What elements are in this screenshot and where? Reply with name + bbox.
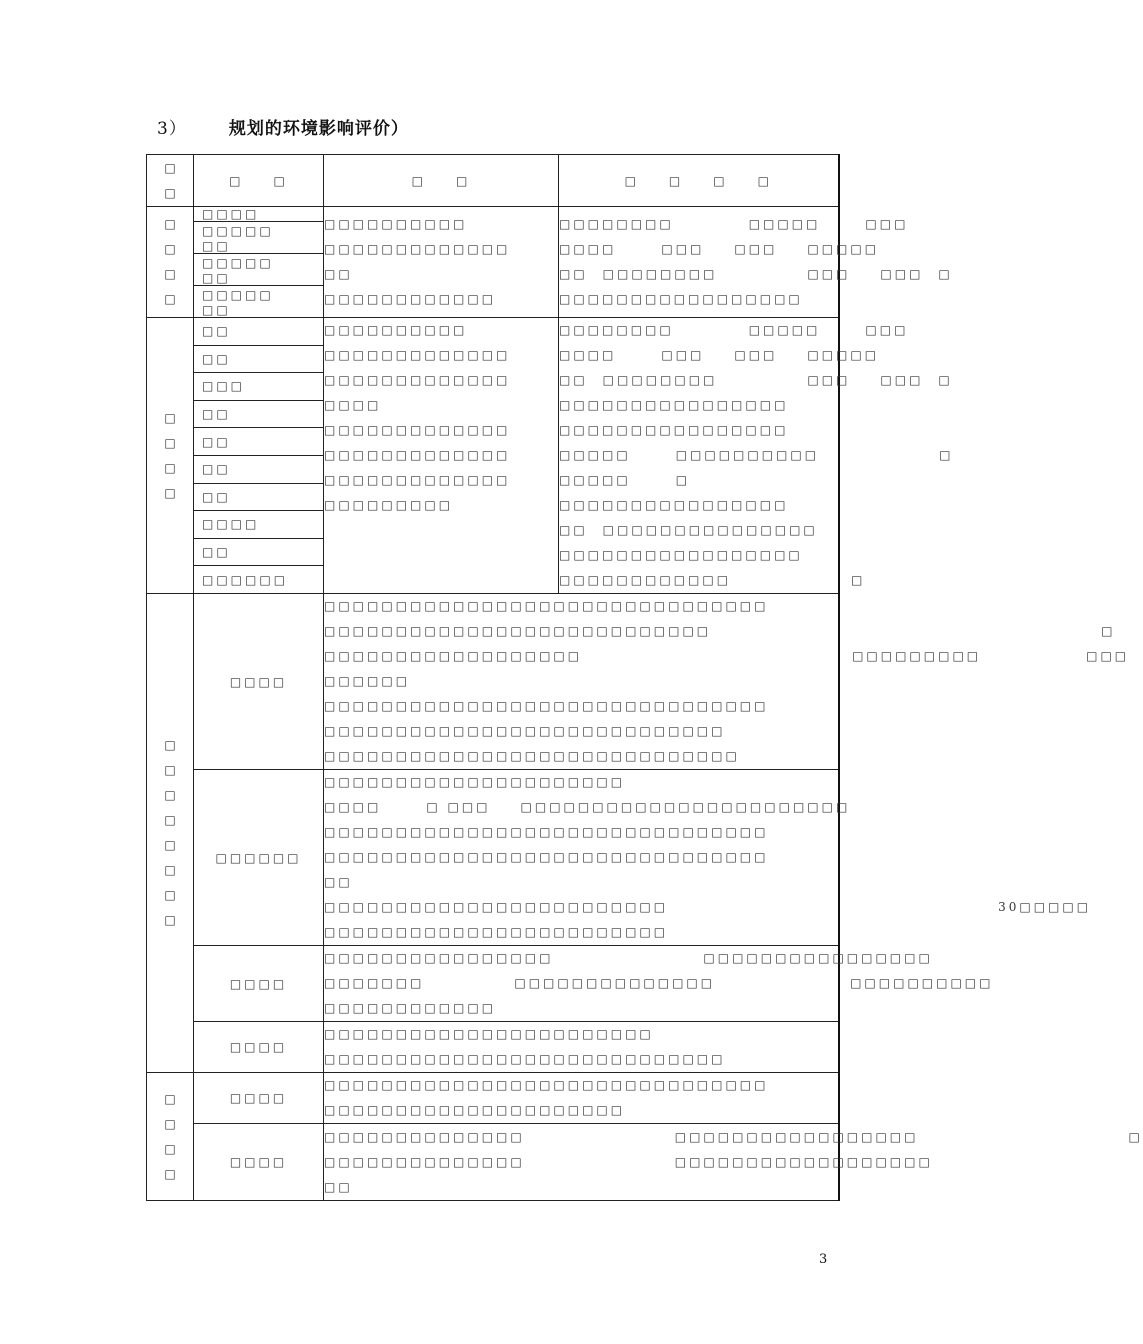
text-line: □□□□ (324, 398, 382, 412)
label-char: □ (164, 1091, 176, 1106)
sec1-content (324, 207, 559, 318)
table-row (147, 318, 839, 594)
table-row (147, 770, 839, 946)
header-col4: □ □ □ □ (559, 155, 839, 207)
text-line: □□□□□□□□□□□□ □ (559, 573, 866, 587)
text-line: □□ (324, 1179, 353, 1194)
sec1-items (194, 207, 324, 318)
label-char: □ (164, 1141, 176, 1156)
text-line: □□□□□□□□□□□□□□□□□□□□□ (324, 775, 626, 789)
label-char: □ (164, 485, 176, 500)
table-row (147, 1073, 839, 1124)
label-char: □ (164, 763, 176, 777)
sec2-effect (559, 318, 954, 594)
text-line: □□ (194, 539, 323, 567)
text-line: □□□□□□□□□□ (324, 217, 468, 231)
label-char: □ (164, 888, 176, 902)
text-line: □□□□□□□□□□□□□ (324, 448, 511, 462)
sec2-label (147, 318, 194, 594)
sec4-label (147, 1073, 194, 1201)
text-line: □□□□□□□□□□□□□□ □□□□□□□□□□□□□□□□□□ (324, 1154, 933, 1169)
label-char: □ (164, 913, 176, 927)
evaluation-table (146, 154, 1143, 1201)
sec4-lines (324, 1124, 1143, 1201)
sec3-item: □□□□□□ (194, 770, 324, 946)
label-char: □ (164, 160, 176, 175)
sec3-item: □□□□ (194, 1022, 324, 1073)
header-col1 (147, 155, 194, 207)
sec4-item: □□□□ (194, 1124, 324, 1201)
text-line: □□□□□□□□□□□□□□□□□□□□□□□ (324, 1027, 654, 1041)
label-char: □ (164, 460, 176, 475)
text-line: □□□□ □□□ □□□ □□□□□ (559, 242, 880, 256)
section-heading (157, 114, 409, 139)
text-line: □□□□□ □□□□□□□□□□ □ (559, 448, 954, 462)
table-row (147, 207, 839, 318)
text-line: □□ (194, 428, 323, 456)
sec4-lines (324, 1073, 839, 1124)
text-line: □□□□□□□□□□□□□□□□□□ □□□□□□□□□ □□□ (324, 649, 1130, 663)
text-line: □□ (194, 456, 323, 484)
label-char: □ (164, 788, 176, 802)
page-number: 3 (819, 1252, 828, 1267)
text-line: □□□□□□□□□□□□□□□□□□□□□□□□ (324, 925, 669, 939)
text-line: □□□□□ □ (559, 473, 691, 487)
sec3-lines (324, 770, 1092, 946)
label-char: □ (164, 267, 176, 281)
text-line: □□□□□□□□□□□□□ (324, 348, 511, 362)
label-char: □ (164, 738, 176, 752)
text-line: □□□□□□□□□ (324, 498, 454, 512)
label-char: □ (164, 217, 176, 231)
table-row (147, 1124, 839, 1201)
text-line: □□□□□ □□ (202, 288, 304, 317)
section-title: 规划的环境影响评价） (228, 119, 409, 139)
text-line: □□□□□ □□ (194, 222, 323, 254)
text-line: □□□□□□□□□□□□□□□□□□□□□□□□□□□□□□□ (324, 825, 769, 839)
text-line: □□□□□□ (324, 674, 411, 688)
text-line: □□ □□□□□□□□ □□□ □□□ □ (559, 373, 953, 387)
label-char: □ (164, 1116, 176, 1131)
sec1-effect (559, 207, 953, 318)
label-char: □ (164, 410, 176, 425)
header-col2: □ □ (194, 155, 324, 207)
text-line: □□□□□□□□□□□□□□□□ (559, 498, 789, 512)
text-line: □□□□□□□□□□□□□□□□ (559, 423, 789, 437)
label-char: □ (164, 242, 176, 256)
label-char: □ (164, 185, 176, 200)
text-line: □□□□□ □□ (194, 254, 323, 286)
text-line: □□□□□□□□□□□□□□□□ (559, 398, 789, 412)
text-line: □□□□□□□□□□□□□□□□□□□□□□□□□□□□□□□ (324, 699, 769, 713)
sec3-item: □□□□ (194, 946, 324, 1022)
label-char: □ (164, 292, 176, 306)
text-line: □□□□□□□□□□□□□□□□□ (559, 548, 803, 562)
label-char: □ (164, 813, 176, 827)
text-line: □□□□□□□□□□□□□□□□ □□□□□□□□□□□□□□□□ (324, 951, 933, 965)
text-line: □□□□□□□□□□□□□□□□□□□□□□□□□□□ □ (324, 624, 1116, 638)
text-line: □□ (324, 267, 353, 281)
text-line: □□□□□□□□□□ (324, 323, 468, 337)
label-char: □ (164, 435, 176, 450)
text-line: □□□□□□□□□□□□ (324, 1001, 497, 1015)
text-line: □□□□□□□□□□□□□ (324, 242, 511, 256)
sec4-item: □□□□ (194, 1073, 324, 1124)
sec3-item: □□□□ (194, 594, 324, 770)
text-line: □□□□ □ □□□ □□□□□□□□□□□□□□□□□□□□□□□ (324, 800, 851, 814)
text-line: □□□□□□□□□□□□□□□□□□□□□ (324, 1103, 626, 1117)
text-line: □□□□□□ (202, 572, 289, 587)
table-row (147, 594, 839, 770)
text-line: □□□□□□□□□□□□□□□□□□□□□□□□ 30□□□□□ (324, 900, 1092, 914)
text-line: □□□□□□□□□□□□□□□□□□□□□□□□□□□□□□□ (324, 599, 769, 613)
sec2-items (194, 318, 324, 594)
text-line: □□ (194, 346, 323, 374)
text-line: □□□□□□□□□□□□□□ □□□□□□□□□□□□□□□□□ □ (324, 1129, 1143, 1144)
text-line: □□□□□□□ □□□□□□□□□□□□□□ □□□□□□□□□□ (324, 976, 994, 990)
text-line: □□□ (194, 373, 323, 401)
text-line: □□□□□□□□□□□□□□□□□□□□□□□□□□□□□□□ (324, 850, 769, 864)
text-line: □□□□□□□□□□□□ (324, 292, 497, 306)
text-line: □□□□□□□□ □□□□□ □□□ (559, 323, 909, 337)
text-line: □□□□□□□□□□□□□ (324, 473, 511, 487)
table-row (147, 1022, 839, 1073)
table-row (147, 946, 839, 1022)
sec3-lines (324, 946, 994, 1022)
text-line: □□□□ (194, 207, 323, 222)
section-number: 3） (157, 119, 187, 139)
text-line: □□ (194, 401, 323, 429)
header-col3: □ □ (324, 155, 559, 207)
sec3-lines (324, 1022, 839, 1073)
sec3-label (147, 594, 194, 1073)
label-char: □ (164, 1166, 176, 1181)
text-line: □□ □□□□□□□□□□□□□□□ (559, 523, 818, 537)
text-line: □□□□□□□□□□□□□□□□□□□□□□□□□□□□ (324, 1052, 726, 1066)
text-line: □□□□□□□□□□□□□□□□□□□□□□□□□□□□□ (324, 749, 740, 763)
text-line: □□ □□□□□□□□ □□□ □□□ □ (559, 267, 953, 281)
text-line: □□□□□□□□□□□□□ (324, 423, 511, 437)
text-line: □□□□□□□□□□□□□□□□□□□□□□□□□□□□ (324, 724, 726, 738)
table-header-row (147, 155, 839, 207)
text-line: □□□□□□□□□□□□□ (324, 373, 511, 387)
text-line: □□□□□□□□□□□□□□□□□ (559, 292, 803, 306)
sec1-label (147, 207, 194, 318)
text-line: □□□□□□□□ □□□□□ □□□ (559, 217, 909, 231)
text-line: □□□□ (194, 511, 323, 539)
label-char: □ (164, 838, 176, 852)
sec3-lines (324, 594, 1130, 770)
text-line: □□ (194, 318, 323, 346)
sec2-content (324, 318, 559, 594)
text-line: □□ (324, 875, 353, 889)
text-line: □□□□□□□□□□□□□□□□□□□□□□□□□□□□□□□ (324, 1078, 769, 1092)
text-line: □□ (194, 484, 323, 512)
label-char: □ (164, 863, 176, 877)
text-line: □□□□ □□□ □□□ □□□□□ (559, 348, 880, 362)
